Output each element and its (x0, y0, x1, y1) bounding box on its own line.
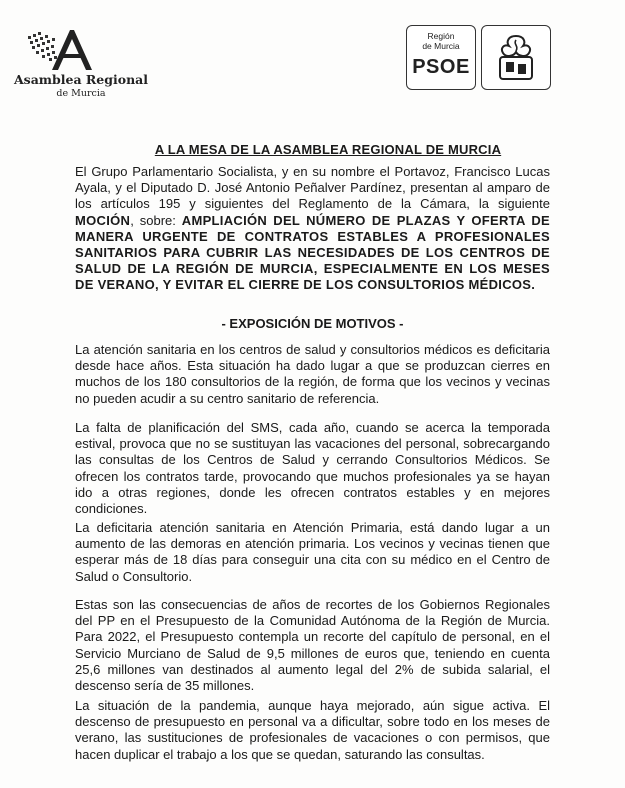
asamblea-emblem-icon (24, 26, 104, 72)
document-title: A LA MESA DE LA ASAMBLEA REGIONAL DE MURCIA (154, 142, 502, 157)
intro-text-b: , sobre: (130, 212, 182, 228)
psoe-region-logo (406, 25, 476, 90)
asamblea-subtitle: de Murcia (56, 88, 106, 99)
intro-paragraph (75, 164, 550, 294)
asamblea-logo (6, 26, 156, 100)
psoe-rose-logo (481, 25, 551, 90)
asamblea-name: Asamblea Regional (13, 72, 149, 87)
paragraph: Estas son las consecuencias de años de recortes de los Gobiernos Regionales del PP en el Presupuesto de la Comunidad Autónoma de la Región de Murcia. Para 2022, el Presupuesto contempla un recorte del capítulo de personal, en el Servicio Murciano de Salud de 9,5 millones de euros que, teniendo en cuenta 25,6 millones van destinados al aumento legal del 2% de subida salarial, el descenso sería de 35 millones. (75, 597, 550, 694)
section-heading: - EXPOSICIÓN DE MOTIVOS - (221, 316, 404, 331)
mocion-label: MOCIÓN (75, 212, 131, 228)
intro-text-a: El Grupo Parlamentario Socialista, y en su nombre el Portavoz, Francisco Lucas Ayala, y el Diputado D. José Antonio Peñalver Pardínez, presentan al amparo de los artículos 195 y siguientes del Reglamento de la Cámara, la siguiente (75, 164, 550, 212)
psoe-label: PSOE (412, 56, 470, 78)
rose-icon (490, 32, 542, 82)
paragraph: La situación de la pandemia, aunque haya mejorado, aún sigue activa. El descenso de presupuesto en personal va a dificultar, sobre todo en los meses de verano, las sustituciones de profesionales de vacaciones o con permisos, que hacen duplicar el trabajo a los que se quedan, saturando las consultas. (75, 698, 550, 762)
paragraph: La deficitaria atención sanitaria en Atención Primaria, está dando lugar a un aumento de las demoras en atención primaria. Los vecinos y vecinas tienen que esperar más de 18 días para conseguir una cita con su médico en el Centro de Salud o Consultorio. (75, 520, 550, 584)
motion-subject: AMPLIACIÓN DEL NÚMERO DE PLAZAS Y OFERTA DE MANERA URGENTE DE CONTRATOS ESTABLES A PROFESIONALES SANITARIOS PARA CUBRIR LAS NECESIDADES DE LOS CENTROS DE SALUD DE LA REGIÓN DE MURCIA, ESPECIALMENTE EN LOS MESES DE VERANO, Y EVITAR EL CIERRE DE LOS CONSULTORIOS MÉDICOS. (75, 212, 551, 293)
paragraph: La atención sanitaria en los centros de salud y consultorios médicos es deficitaria desde hace años. Esta situación ha dado lugar a que se produzcan cierres en muchos de los 180 consultorios de la región, de forma que los vecinos y vecinas no pueden acudir a su centro sanitario de referencia. (75, 342, 550, 406)
psoe-region-label: Región de Murcia (422, 31, 460, 51)
paragraph: La falta de planificación del SMS, cada año, cuando se acerca la temporada estival, provoca que no se sustituyan las vacaciones del personal, sobrecargando las consultas de los Centros de Salud y cerrando Consultorios Médicos. Se ofrecen los contratos tarde, provocando que muchos profesionales ya se hayan ido a otras regiones, donde les ofrecen contratos estables y en mejores condiciones. (75, 420, 550, 517)
